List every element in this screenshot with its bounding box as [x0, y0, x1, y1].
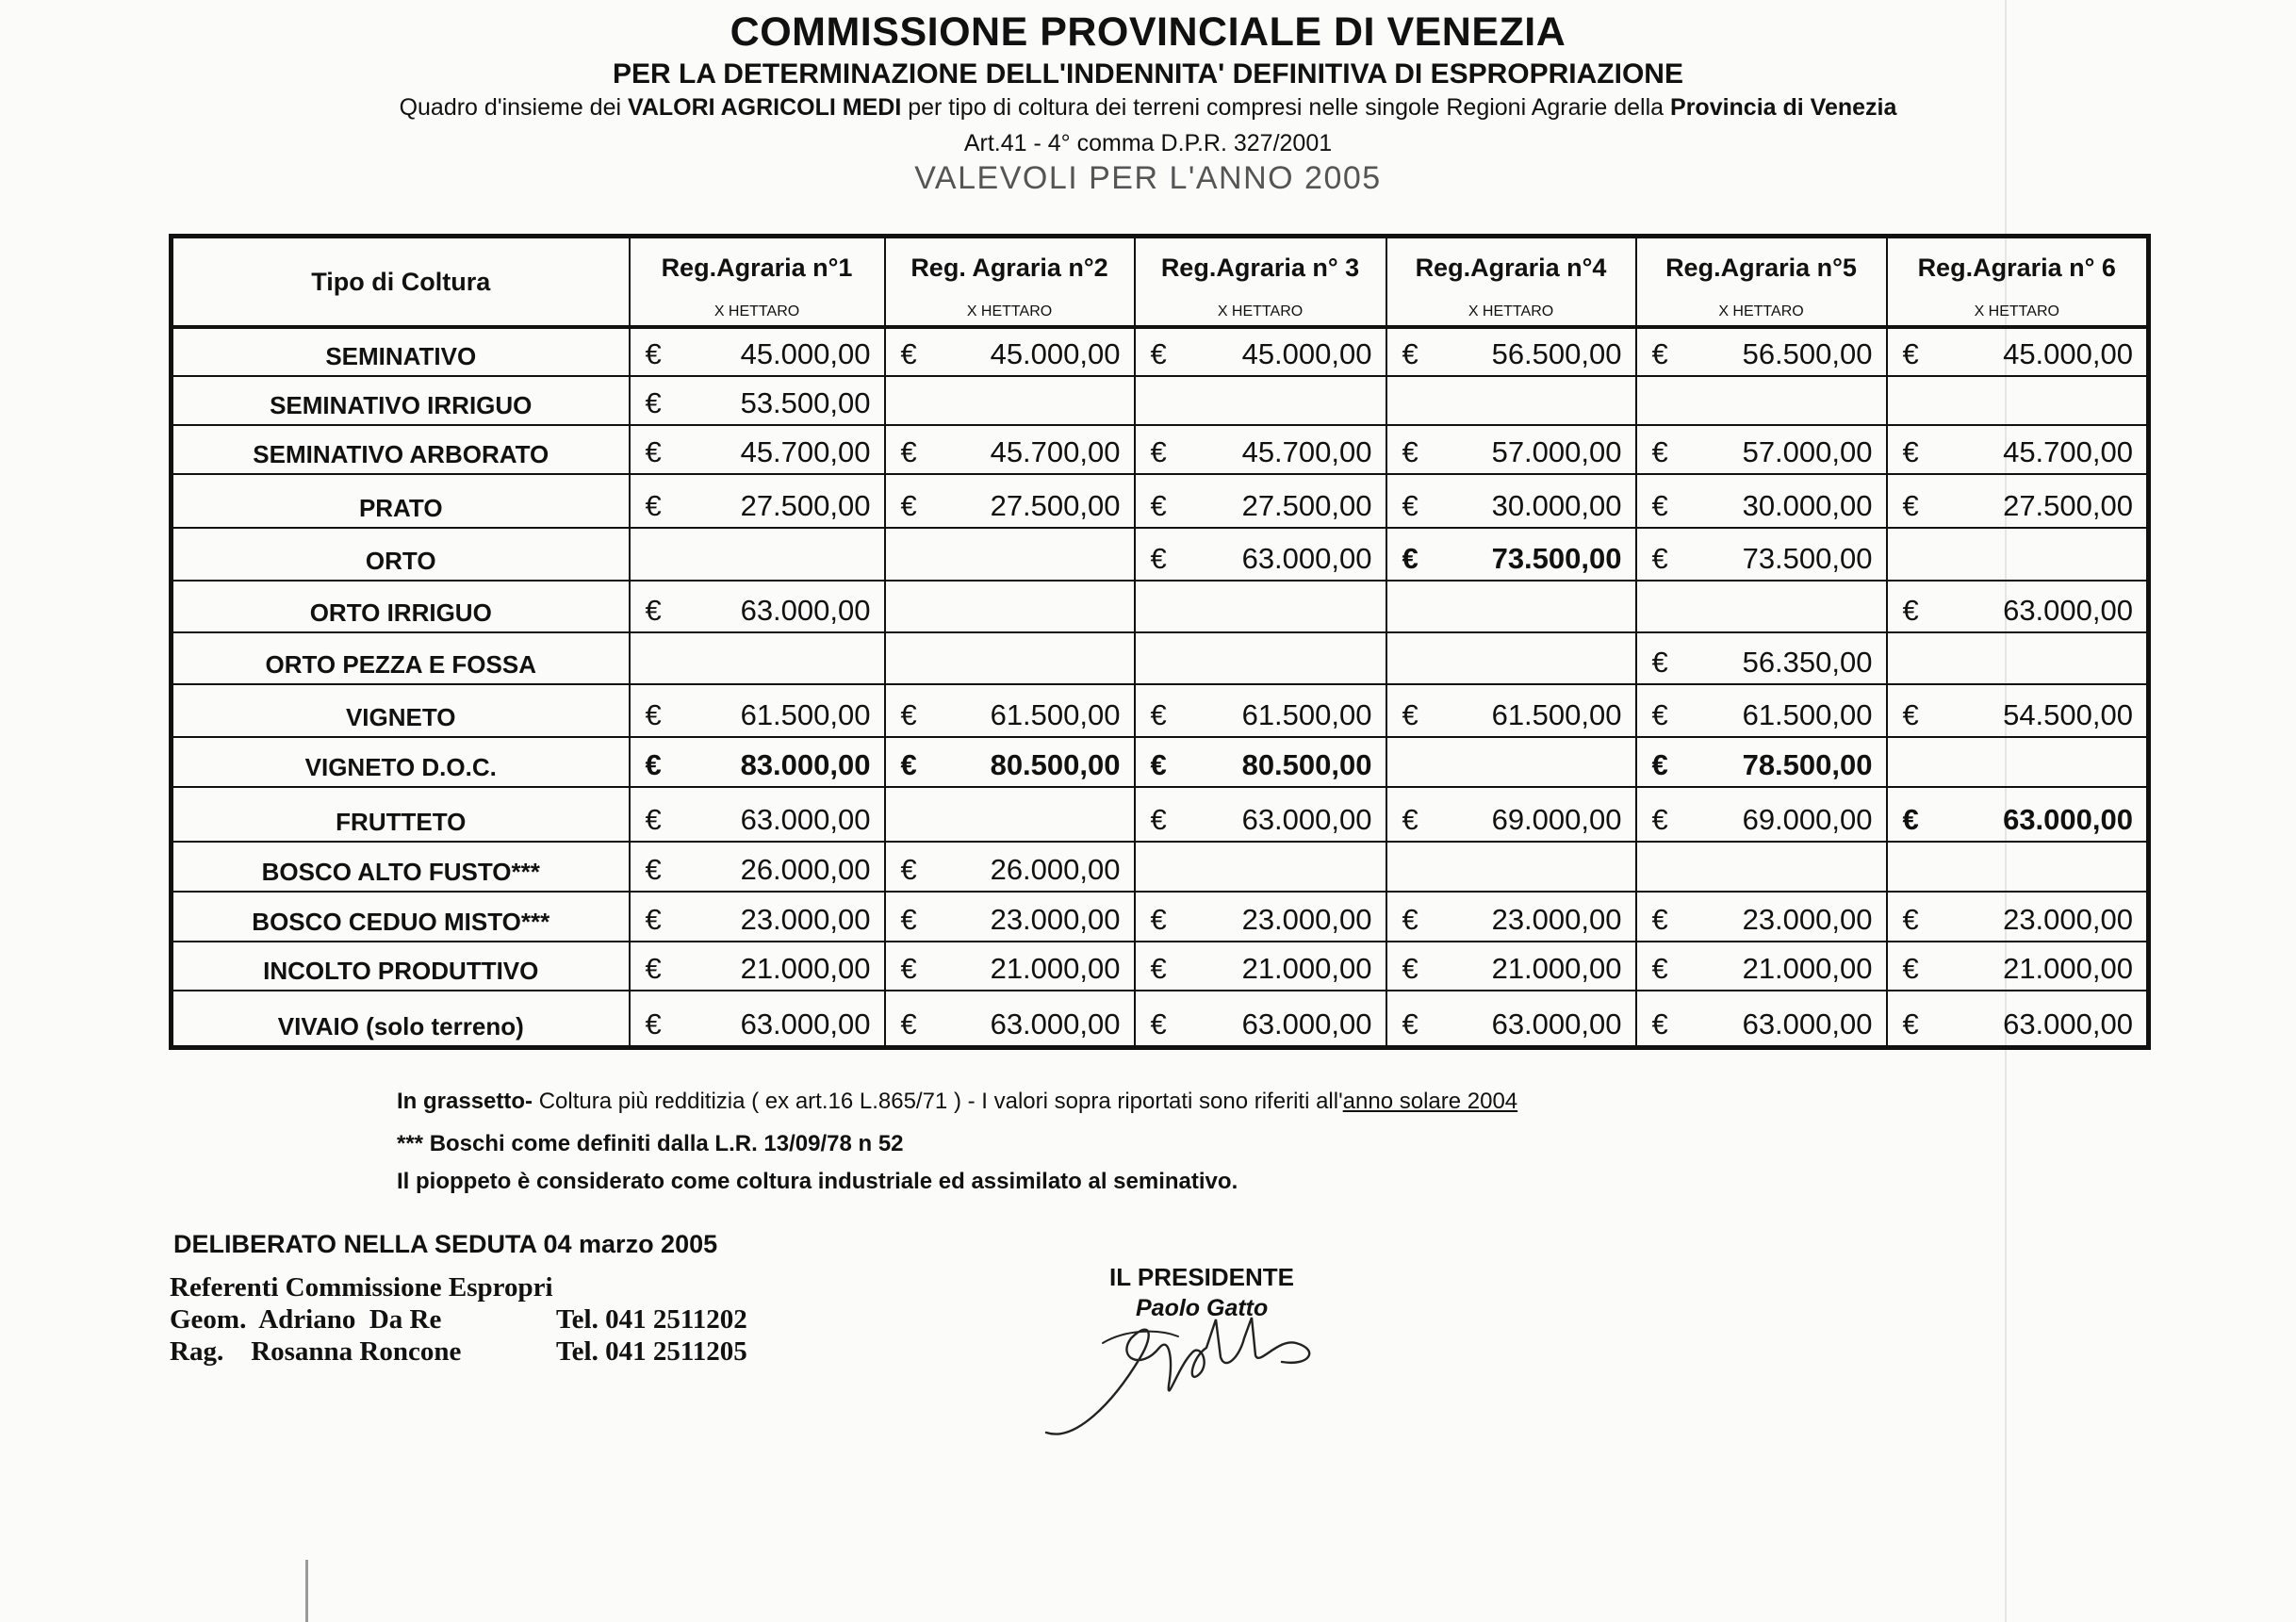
value-cell-region-4 — [1386, 842, 1636, 892]
value-cell-region-1 — [630, 737, 885, 787]
crop-type-cell: PRATO — [172, 474, 630, 528]
value-cell-region-5 — [1636, 581, 1887, 632]
euro-symbol: € — [1150, 542, 1167, 575]
deliberation-date: DELIBERATO NELLA SEDUTA 04 marzo 2005 — [173, 1230, 718, 1258]
value-amount: 45.000,00 — [1241, 337, 1372, 370]
crop-type-cell: SEMINATIVO IRRIGUO — [172, 376, 630, 425]
value-cell-region-1 — [630, 991, 885, 1047]
value-amount: 54.500,00 — [2003, 698, 2133, 731]
president-title: IL PRESIDENTE — [1109, 1263, 1295, 1291]
value-cell-region-6 — [1887, 684, 2149, 737]
value-cell-region-3 — [1135, 684, 1386, 737]
value-cell-region-2 — [885, 842, 1135, 892]
value-cell-region-6 — [1887, 425, 2149, 474]
description-bold-1: VALORI AGRICOLI MEDI — [628, 94, 902, 121]
crop-type-cell: VIGNETO — [172, 684, 630, 737]
value-amount: 57.000,00 — [1491, 435, 1622, 468]
table-row — [172, 737, 2149, 787]
value-amount: 69.000,00 — [1491, 803, 1622, 836]
euro-symbol: € — [1150, 489, 1167, 522]
table-row — [172, 787, 2149, 842]
crop-type-cell: FRUTTETO — [172, 787, 630, 842]
value-amount: 63.000,00 — [2003, 594, 2133, 627]
euro-symbol: € — [1651, 1007, 1668, 1040]
value-cell-region-3 — [1135, 842, 1386, 892]
value-cell-region-2 — [885, 528, 1135, 581]
value-amount: 56.500,00 — [1742, 337, 1873, 370]
euro-symbol: € — [900, 435, 917, 468]
euro-symbol: € — [1902, 489, 1919, 522]
euro-symbol: € — [1402, 903, 1419, 936]
euro-symbol: € — [900, 698, 917, 731]
referent-name: Geom. Adriano Da Re — [170, 1304, 442, 1335]
note-pioppeto: Il pioppeto è considerato come coltura industriale ed assimilato al seminativo. — [397, 1169, 1238, 1194]
value-cell-region-1 — [630, 376, 885, 425]
crop-type-cell: ORTO IRRIGUO — [172, 581, 630, 632]
value-amount: 63.000,00 — [740, 1007, 871, 1040]
value-cell-region-3 — [1135, 528, 1386, 581]
value-amount: 26.000,00 — [990, 853, 1121, 886]
euro-symbol: € — [900, 903, 917, 936]
value-cell-region-6 — [1887, 327, 2149, 376]
value-amount: 26.000,00 — [740, 853, 871, 886]
euro-symbol: € — [1402, 803, 1419, 836]
table-body — [172, 327, 2149, 1047]
referent-name: Rag. Rosanna Roncone — [170, 1336, 462, 1367]
value-amount: 23.000,00 — [740, 903, 871, 936]
column-header-region-4 — [1386, 237, 1636, 328]
value-amount: 69.000,00 — [1742, 803, 1873, 836]
value-amount: 21.000,00 — [740, 952, 871, 985]
value-cell-region-6 — [1887, 474, 2149, 528]
region-unit: X HETTARO — [1974, 303, 2059, 319]
value-cell-region-4 — [1386, 892, 1636, 942]
euro-symbol: € — [900, 952, 917, 985]
table-row — [172, 528, 2149, 581]
euro-symbol: € — [1651, 489, 1668, 522]
table-row — [172, 376, 2149, 425]
euro-symbol: € — [1651, 542, 1668, 575]
value-cell-region-3 — [1135, 632, 1386, 684]
referent-row — [170, 1304, 747, 1335]
value-cell-region-1 — [630, 327, 885, 376]
euro-symbol: € — [900, 489, 917, 522]
table-row — [172, 474, 2149, 528]
euro-symbol: € — [1902, 337, 1919, 370]
value-cell-region-5 — [1636, 942, 1887, 991]
value-cell-region-3 — [1135, 942, 1386, 991]
value-cell-region-5 — [1636, 376, 1887, 425]
euro-symbol: € — [1402, 952, 1419, 985]
value-cell-region-2 — [885, 327, 1135, 376]
value-amount: 61.500,00 — [740, 698, 871, 731]
euro-symbol: € — [645, 952, 662, 985]
value-amount: 27.500,00 — [1241, 489, 1372, 522]
euro-symbol: € — [1902, 803, 1919, 836]
table-row — [172, 581, 2149, 632]
value-cell-region-3 — [1135, 376, 1386, 425]
value-amount: 63.000,00 — [740, 803, 871, 836]
region-name: Reg.Agraria n°4 — [1415, 254, 1607, 282]
value-amount: 63.000,00 — [1491, 1007, 1622, 1040]
value-cell-region-2 — [885, 787, 1135, 842]
table-row — [172, 842, 2149, 892]
euro-symbol: € — [645, 698, 662, 731]
referent-phone: Tel. 041 2511202 — [556, 1304, 747, 1335]
value-cell-region-5 — [1636, 892, 1887, 942]
document-subtitle: PER LA DETERMINAZIONE DELL'INDENNITA' DEFINITIVA DI ESPROPRIAZIONE — [613, 58, 1683, 90]
value-amount: 56.350,00 — [1742, 646, 1873, 679]
value-cell-region-5 — [1636, 737, 1887, 787]
crop-type-cell: BOSCO CEDUO MISTO*** — [172, 892, 630, 942]
euro-symbol: € — [1902, 435, 1919, 468]
scan-mark-line — [305, 1560, 308, 1622]
euro-symbol: € — [645, 853, 662, 886]
value-amount: 61.500,00 — [1241, 698, 1372, 731]
value-cell-region-6 — [1887, 376, 2149, 425]
value-cell-region-6 — [1887, 842, 2149, 892]
value-cell-region-3 — [1135, 737, 1386, 787]
value-amount: 56.500,00 — [1491, 337, 1622, 370]
euro-symbol: € — [645, 489, 662, 522]
value-cell-region-5 — [1636, 632, 1887, 684]
value-cell-region-5 — [1636, 787, 1887, 842]
value-amount: 80.500,00 — [1241, 748, 1372, 781]
value-cell-region-1 — [630, 842, 885, 892]
euro-symbol: € — [1150, 337, 1167, 370]
table-row — [172, 892, 2149, 942]
description-bold-2: Provincia di Venezia — [1670, 94, 1897, 121]
crop-type-cell: INCOLTO PRODUTTIVO — [172, 942, 630, 991]
value-amount: 45.700,00 — [1241, 435, 1372, 468]
value-amount: 30.000,00 — [1491, 489, 1622, 522]
table-row — [172, 684, 2149, 737]
document-title: COMMISSIONE PROVINCIALE DI VENEZIA — [730, 9, 1566, 55]
value-cell-region-6 — [1887, 892, 2149, 942]
crop-type-cell: SEMINATIVO ARBORATO — [172, 425, 630, 474]
region-name: Reg. Agraria n°2 — [910, 254, 1108, 282]
euro-symbol: € — [1651, 803, 1668, 836]
value-amount: 80.500,00 — [990, 748, 1121, 781]
column-header-crop-type: Tipo di Coltura — [172, 237, 630, 328]
euro-symbol: € — [645, 594, 662, 627]
value-cell-region-4 — [1386, 942, 1636, 991]
value-amount: 45.000,00 — [2003, 337, 2133, 370]
table-row — [172, 991, 2149, 1047]
value-cell-region-1 — [630, 581, 885, 632]
value-amount: 61.500,00 — [990, 698, 1121, 731]
value-cell-region-1 — [630, 684, 885, 737]
euro-symbol: € — [1651, 337, 1668, 370]
value-cell-region-2 — [885, 684, 1135, 737]
value-cell-region-1 — [630, 942, 885, 991]
crop-type-cell: BOSCO ALTO FUSTO*** — [172, 842, 630, 892]
value-amount: 45.700,00 — [990, 435, 1121, 468]
referent-phone: Tel. 041 2511205 — [556, 1336, 747, 1367]
value-cell-region-4 — [1386, 737, 1636, 787]
region-name: Reg.Agraria n°5 — [1665, 254, 1857, 282]
crop-type-cell: VIGNETO D.O.C. — [172, 737, 630, 787]
value-amount: 73.500,00 — [1491, 542, 1622, 575]
euro-symbol: € — [1651, 646, 1668, 679]
table-row — [172, 425, 2149, 474]
value-amount: 23.000,00 — [1241, 903, 1372, 936]
validity-year: VALEVOLI PER L'ANNO 2005 — [914, 160, 1382, 196]
euro-symbol: € — [1150, 1007, 1167, 1040]
value-cell-region-4 — [1386, 528, 1636, 581]
value-cell-region-1 — [630, 892, 885, 942]
euro-symbol: € — [1651, 903, 1668, 936]
euro-symbol: € — [1902, 952, 1919, 985]
value-cell-region-5 — [1636, 991, 1887, 1047]
euro-symbol: € — [645, 903, 662, 936]
crop-type-cell: ORTO PEZZA E FOSSA — [172, 632, 630, 684]
euro-symbol: € — [645, 803, 662, 836]
value-cell-region-2 — [885, 376, 1135, 425]
value-amount: 73.500,00 — [1742, 542, 1873, 575]
value-cell-region-4 — [1386, 684, 1636, 737]
note-solar-year: anno solare 2004 — [1342, 1089, 1518, 1114]
column-header-region-1 — [630, 237, 885, 328]
value-cell-region-4 — [1386, 376, 1636, 425]
value-cell-region-5 — [1636, 327, 1887, 376]
euro-symbol: € — [900, 1007, 917, 1040]
value-cell-region-6 — [1887, 991, 2149, 1047]
value-amount: 61.500,00 — [1742, 698, 1873, 731]
value-amount: 53.500,00 — [740, 386, 871, 419]
value-cell-region-2 — [885, 474, 1135, 528]
value-cell-region-4 — [1386, 474, 1636, 528]
table-row — [172, 632, 2149, 684]
euro-symbol: € — [1651, 698, 1668, 731]
value-amount: 23.000,00 — [2003, 903, 2133, 936]
euro-symbol: € — [900, 337, 917, 370]
euro-symbol: € — [1651, 748, 1668, 781]
value-amount: 63.000,00 — [1241, 803, 1372, 836]
value-amount: 23.000,00 — [1742, 903, 1873, 936]
value-cell-region-4 — [1386, 327, 1636, 376]
euro-symbol: € — [1402, 1007, 1419, 1040]
value-cell-region-1 — [630, 632, 885, 684]
note-bold-label: In grassetto- — [397, 1089, 533, 1114]
value-amount: 45.700,00 — [740, 435, 871, 468]
value-amount: 27.500,00 — [2003, 489, 2133, 522]
value-amount: 30.000,00 — [1742, 489, 1873, 522]
value-cell-region-2 — [885, 737, 1135, 787]
value-amount: 23.000,00 — [990, 903, 1121, 936]
note-boschi: *** Boschi come definiti dalla L.R. 13/09/78 n 52 — [397, 1131, 904, 1156]
euro-symbol: € — [1402, 337, 1419, 370]
value-cell-region-2 — [885, 581, 1135, 632]
value-cell-region-3 — [1135, 787, 1386, 842]
description-text-2: per tipo di coltura dei terreni compresi nelle singole Regioni Agrarie della — [901, 94, 1671, 121]
value-amount: 78.500,00 — [1742, 748, 1873, 781]
value-amount: 63.000,00 — [1742, 1007, 1873, 1040]
value-cell-region-6 — [1887, 632, 2149, 684]
value-cell-region-3 — [1135, 892, 1386, 942]
value-amount: 63.000,00 — [1241, 542, 1372, 575]
euro-symbol: € — [645, 748, 662, 781]
value-amount: 23.000,00 — [1491, 903, 1622, 936]
value-cell-region-4 — [1386, 632, 1636, 684]
column-header-region-3 — [1135, 237, 1386, 328]
agricultural-values-table — [169, 234, 2151, 1050]
value-cell-region-3 — [1135, 327, 1386, 376]
value-amount: 63.000,00 — [2003, 1007, 2133, 1040]
value-amount: 45.000,00 — [740, 337, 871, 370]
description-text-1: Quadro d'insieme dei — [399, 94, 628, 121]
value-cell-region-2 — [885, 942, 1135, 991]
euro-symbol: € — [1402, 698, 1419, 731]
president-name: Paolo Gatto — [1136, 1295, 1269, 1321]
crop-type-cell: VIVAIO (solo terreno) — [172, 991, 630, 1047]
crop-type-cell: SEMINATIVO — [172, 327, 630, 376]
value-amount: 21.000,00 — [1742, 952, 1873, 985]
euro-symbol: € — [900, 748, 917, 781]
euro-symbol: € — [645, 435, 662, 468]
value-amount: 63.000,00 — [1241, 1007, 1372, 1040]
region-name: Reg.Agraria n° 3 — [1160, 254, 1360, 282]
euro-symbol: € — [1150, 903, 1167, 936]
value-cell-region-1 — [630, 474, 885, 528]
euro-symbol: € — [1150, 435, 1167, 468]
value-cell-region-3 — [1135, 581, 1386, 632]
value-cell-region-2 — [885, 425, 1135, 474]
article-reference: Art.41 - 4° comma D.P.R. 327/2001 — [963, 130, 1333, 156]
value-cell-region-5 — [1636, 842, 1887, 892]
document-description — [0, 94, 2296, 122]
value-amount: 57.000,00 — [1742, 435, 1873, 468]
euro-symbol: € — [1902, 698, 1919, 731]
column-header-region-2 — [885, 237, 1135, 328]
table-header-row — [172, 237, 2149, 328]
value-cell-region-1 — [630, 425, 885, 474]
value-cell-region-3 — [1135, 474, 1386, 528]
euro-symbol: € — [1402, 542, 1419, 575]
value-cell-region-4 — [1386, 425, 1636, 474]
value-amount: 63.000,00 — [2003, 803, 2133, 836]
value-cell-region-3 — [1135, 425, 1386, 474]
value-cell-region-4 — [1386, 991, 1636, 1047]
value-amount: 21.000,00 — [1491, 952, 1622, 985]
value-cell-region-4 — [1386, 581, 1636, 632]
value-amount: 63.000,00 — [990, 1007, 1121, 1040]
column-header-region-5 — [1636, 237, 1887, 328]
value-cell-region-5 — [1636, 474, 1887, 528]
region-unit: X HETTARO — [713, 303, 800, 319]
euro-symbol: € — [645, 1007, 662, 1040]
region-unit: X HETTARO — [966, 303, 1053, 319]
table-row — [172, 942, 2149, 991]
euro-symbol: € — [1651, 952, 1668, 985]
value-cell-region-1 — [630, 528, 885, 581]
euro-symbol: € — [1651, 435, 1668, 468]
euro-symbol: € — [645, 386, 662, 419]
value-amount: 21.000,00 — [2003, 952, 2133, 985]
column-header-region-6 — [1887, 237, 2149, 328]
value-amount: 27.500,00 — [740, 489, 871, 522]
value-cell-region-6 — [1887, 528, 2149, 581]
value-cell-region-5 — [1636, 425, 1887, 474]
value-cell-region-3 — [1135, 991, 1386, 1047]
value-amount: 83.000,00 — [740, 748, 871, 781]
note-bold-meaning — [397, 1089, 1517, 1115]
value-amount: 45.000,00 — [990, 337, 1121, 370]
value-cell-region-5 — [1636, 528, 1887, 581]
referents-title: Referenti Commissione Espropri — [170, 1272, 553, 1303]
euro-symbol: € — [1150, 698, 1167, 731]
euro-symbol: € — [900, 853, 917, 886]
euro-symbol: € — [1150, 748, 1167, 781]
euro-symbol: € — [1902, 1007, 1919, 1040]
region-name: Reg.Agraria n° 6 — [1917, 254, 2116, 282]
euro-symbol: € — [1902, 903, 1919, 936]
table-row — [172, 327, 2149, 376]
value-amount: 27.500,00 — [990, 489, 1121, 522]
value-cell-region-6 — [1887, 581, 2149, 632]
referent-row — [170, 1336, 747, 1368]
euro-symbol: € — [645, 337, 662, 370]
region-unit: X HETTARO — [1468, 303, 1554, 319]
value-cell-region-2 — [885, 632, 1135, 684]
value-amount: 61.500,00 — [1491, 698, 1622, 731]
euro-symbol: € — [1150, 952, 1167, 985]
note-text: Coltura più redditizia ( ex art.16 L.865/71 ) - I valori sopra riportati sono riferiti all' — [533, 1089, 1343, 1114]
value-cell-region-2 — [885, 991, 1135, 1047]
value-amount: 45.700,00 — [2003, 435, 2133, 468]
value-cell-region-1 — [630, 787, 885, 842]
value-amount: 21.000,00 — [990, 952, 1121, 985]
crop-type-cell: ORTO — [172, 528, 630, 581]
value-cell-region-4 — [1386, 787, 1636, 842]
region-unit: X HETTARO — [1217, 303, 1304, 319]
euro-symbol: € — [1402, 489, 1419, 522]
value-cell-region-5 — [1636, 684, 1887, 737]
value-cell-region-2 — [885, 892, 1135, 942]
value-cell-region-6 — [1887, 942, 2149, 991]
value-cell-region-6 — [1887, 787, 2149, 842]
euro-symbol: € — [1150, 803, 1167, 836]
signature-image — [1037, 1301, 1376, 1451]
euro-symbol: € — [1402, 435, 1419, 468]
value-amount: 63.000,00 — [740, 594, 871, 627]
euro-symbol: € — [1902, 594, 1919, 627]
value-amount: 21.000,00 — [1241, 952, 1372, 985]
region-name: Reg.Agraria n°1 — [661, 254, 853, 282]
value-cell-region-6 — [1887, 737, 2149, 787]
region-unit: X HETTARO — [1718, 303, 1804, 319]
